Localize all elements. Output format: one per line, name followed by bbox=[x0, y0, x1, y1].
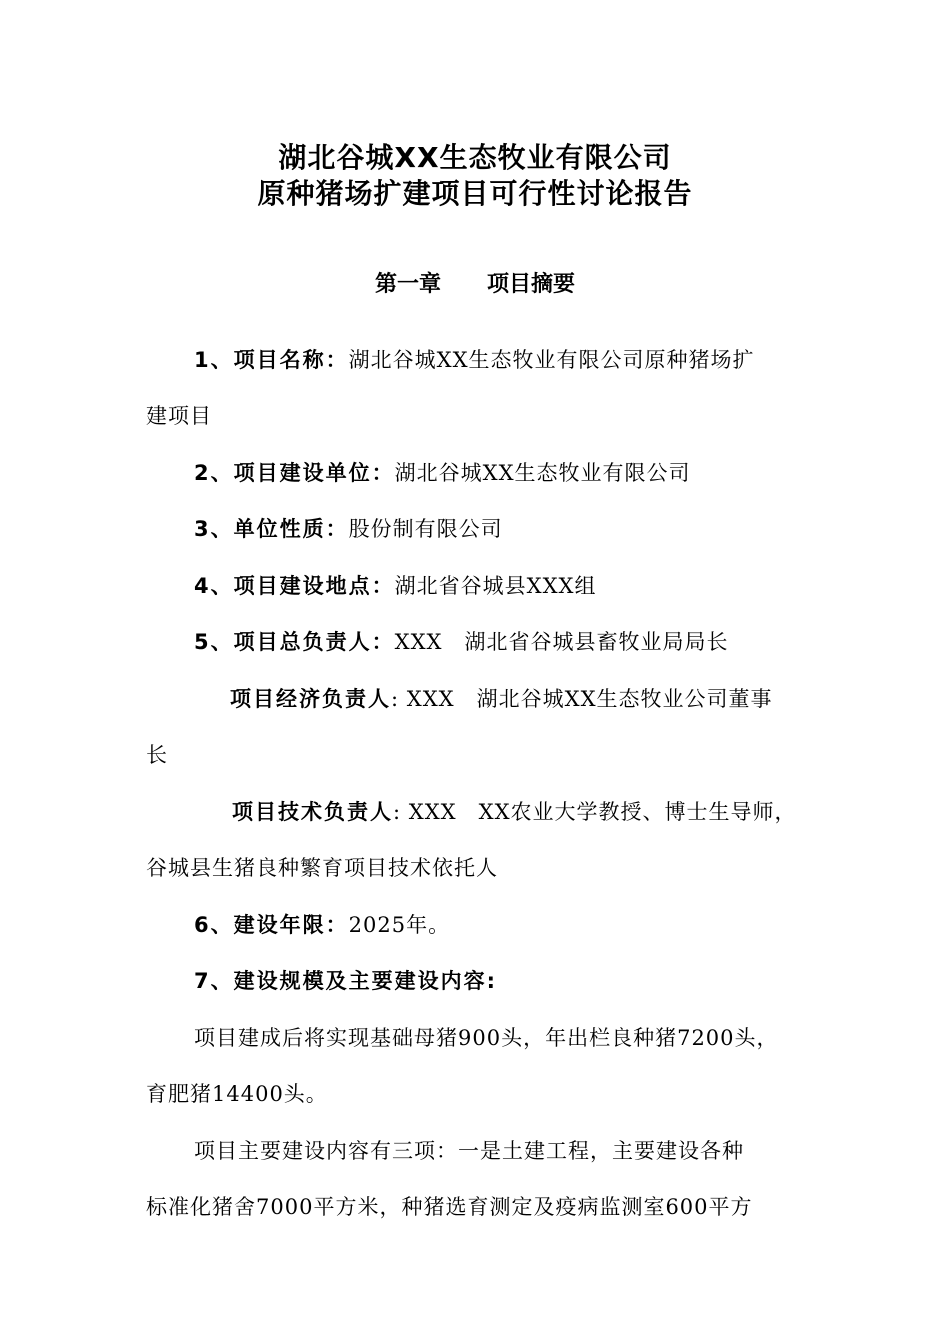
chapter-name: 项目摘要 bbox=[487, 272, 576, 297]
item-unit-nature bbox=[194, 513, 503, 543]
item-label: 项目经济负责人 bbox=[230, 687, 391, 711]
item-project-name bbox=[194, 344, 755, 374]
person-role: 湖北省谷城县畜牧业局局长 bbox=[464, 630, 729, 654]
document-title-line-1: 湖北谷城XX生态牧业有限公司 bbox=[278, 141, 672, 174]
person-name: XXX bbox=[408, 800, 457, 824]
chapter-number: 第一章 bbox=[374, 272, 441, 297]
chapter-heading bbox=[0, 267, 950, 298]
item-construction-period bbox=[194, 909, 450, 939]
item-value: 2025年。 bbox=[348, 913, 451, 937]
item-label: 4、项目建设地点： bbox=[194, 574, 395, 598]
item-economic-manager bbox=[230, 683, 773, 713]
item-construction-site bbox=[194, 570, 596, 600]
item-label: 1、项目名称： bbox=[194, 348, 349, 372]
item-value: 湖北省谷城县XXX组 bbox=[394, 574, 597, 598]
paragraph-content-line-1: 项目主要建设内容有三项：一是土建工程，主要建设各种 bbox=[194, 1139, 744, 1163]
item-label: 6、建设年限： bbox=[194, 913, 349, 937]
item-label: 5、项目总负责人： bbox=[194, 630, 395, 654]
person-role: XX农业大学教授、博士生导师， bbox=[478, 800, 797, 824]
item-construction-unit bbox=[194, 457, 691, 487]
item-economic-manager-continued: 长 bbox=[146, 743, 168, 767]
person-name: XXX bbox=[394, 630, 443, 654]
item-value: 湖北谷城XX生态牧业有限公司原种猪场扩 bbox=[348, 348, 755, 372]
item-label: 7、建设规模及主要建设内容: bbox=[194, 969, 498, 993]
item-technical-manager bbox=[232, 796, 797, 826]
person-role: 湖北谷城XX生态牧业公司董事 bbox=[476, 687, 773, 711]
item-colon: : bbox=[393, 800, 402, 824]
paragraph-scale-line-2: 育肥猪14400头。 bbox=[146, 1082, 328, 1106]
document-title-line-2: 原种猪场扩建项目可行性讨论报告 bbox=[257, 177, 693, 210]
item-label: 项目技术负责人 bbox=[232, 800, 393, 824]
item-colon: : bbox=[391, 687, 400, 711]
paragraph-content-line-2: 标准化猪舍7000平方米，种猪选育测定及疫病监测室600平方 bbox=[146, 1195, 753, 1219]
item-general-manager bbox=[194, 626, 728, 656]
paragraph-scale-line-1: 项目建成后将实现基础母猪900头，年出栏良种猪7200头， bbox=[194, 1026, 779, 1050]
item-project-name-continued: 建项目 bbox=[146, 404, 212, 428]
item-technical-manager-continued: 谷城县生猪良种繁育项目技术依托人 bbox=[146, 856, 498, 880]
item-value: 股份制有限公司 bbox=[348, 517, 503, 541]
item-scale-and-content bbox=[194, 965, 497, 995]
item-label: 3、单位性质： bbox=[194, 517, 349, 541]
item-label: 2、项目建设单位： bbox=[194, 461, 395, 485]
person-name: XXX bbox=[406, 687, 455, 711]
item-value: 湖北谷城XX生态牧业有限公司 bbox=[394, 461, 691, 485]
